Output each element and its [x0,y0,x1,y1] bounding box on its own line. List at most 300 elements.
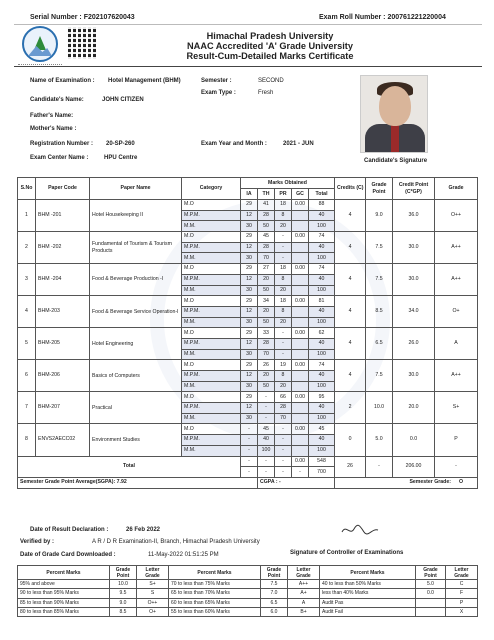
marks-cell: - [275,242,292,253]
marks-cell: 8 [275,274,292,285]
category-cell: M.M. [182,253,241,264]
semester-label: Semester : [201,78,232,84]
subject-name: Basics of Computers [90,360,182,392]
subject-credit-point: 34.0 [393,296,435,328]
marks-cell [292,221,309,232]
marks-cell: 40 [309,403,335,414]
semester-grade-value: O [458,479,464,486]
marks-cell: 28 [258,242,275,253]
grade-scale-cell: A+ [288,589,320,598]
marks-cell: 0.00 [292,264,309,275]
subject-name: Environment Studies [90,424,182,456]
subject-code: BHM-203 [36,296,90,328]
category-cell: M.M. [182,413,241,424]
marks-cell: 30 [241,413,258,424]
category-cell: M.M. [182,381,241,392]
subject-name: Fundamental of Tourism & Tourism Products [90,232,182,264]
total-cell: - [275,467,292,478]
subheader-th: TH [258,189,275,200]
subheader-total: Total [309,189,335,200]
header-gp: Grade Point [366,178,393,200]
marks-cell: 26 [258,360,275,371]
total-cell: - [241,456,258,467]
subject-sno: 2 [18,232,36,264]
subject-code: BHM -204 [36,264,90,296]
marks-cell: 29 [241,328,258,339]
marks-cell: 8 [275,306,292,317]
header-sno: S.No [18,178,36,200]
grade-scale-header: Grade Point [261,566,288,580]
subject-sno: 4 [18,296,36,328]
marks-cell: 62 [309,328,335,339]
total-cell: - [275,456,292,467]
marks-cell: 8 [275,371,292,382]
grade-scale-cell: 80 to less than 85% Marks [18,607,110,616]
subject-code: BHM -202 [36,232,90,264]
grade-scale-cell: C [446,580,478,589]
marks-cell: 45 [258,424,275,435]
category-cell: M.O [182,424,241,435]
marks-cell [292,435,309,446]
grade-scale-cell: O++ [137,598,169,607]
table-row [18,392,478,403]
marks-cell: 100 [309,221,335,232]
marks-cell: 100 [309,445,335,456]
subject-code: BHM-206 [36,360,90,392]
declaration-label: Date of Result Declaration : [30,527,109,533]
subject-name: Hotel Engineering [90,328,182,360]
marks-cell: 50 [258,221,275,232]
candidate-label: Candidate's Name: [30,97,84,103]
grade-scale-header: Percent Marks [18,566,110,580]
marks-cell: 33 [258,328,275,339]
declaration-value: 26 Feb 2022 [126,527,161,533]
category-cell: M.P.M. [182,210,241,221]
category-cell: M.O [182,296,241,307]
marks-cell [292,413,309,424]
registration-label: Registration Number : [30,141,94,147]
marks-cell: 95 [309,392,335,403]
subject-sno: 6 [18,360,36,392]
marks-cell: 12 [241,338,258,349]
category-cell: M.O [182,392,241,403]
marks-cell: 100 [309,253,335,264]
subject-sno: 5 [18,328,36,360]
marks-cell: 0.00 [292,296,309,307]
grade-scale-cell: A++ [288,580,320,589]
grade-scale-cell: S [137,589,169,598]
subject-credits: 2 [335,392,366,424]
subject-credit-point: 20.0 [393,392,435,424]
grade-scale-cell: F [446,589,478,598]
downloaded-label: Date of Grade Card Downloaded : [20,552,116,558]
marks-cell: - [258,392,275,403]
subject-grade: O++ [435,200,478,232]
marks-cell: 30 [241,317,258,328]
marks-cell: 100 [309,285,335,296]
table-row [18,424,478,435]
subject-grade-point: 7.5 [366,360,393,392]
marks-cell: - [241,445,258,456]
grade-scale-header: Letter Grade [137,566,169,580]
subject-grade: P [435,424,478,456]
exam-type-value: Fresh [258,90,274,96]
marks-cell: - [275,328,292,339]
grade-scale-header: Letter Grade [288,566,320,580]
header-marks: Marks Obtained [241,178,335,189]
marks-cell: 30 [241,381,258,392]
marks-cell: 20 [275,221,292,232]
roll-value: 200761221220004 [387,14,446,21]
father-label: Father's Name: [30,113,74,119]
grade-scale-cell: 8.5 [110,607,137,616]
grade-scale-row [18,580,478,589]
table-row [18,296,478,307]
marks-cell: 70 [258,253,275,264]
total-cell: 700 [309,467,335,478]
marks-cell: 12 [241,210,258,221]
semester-value: SECOND [258,78,284,84]
marks-cell: - [275,435,292,446]
grade-scale-cell: 95% and above [18,580,110,589]
total-credit-point: 206.00 [393,456,435,477]
marks-cell: - [258,413,275,424]
marks-cell [292,338,309,349]
marks-cell: 20 [275,285,292,296]
marks-cell: 30 [241,253,258,264]
marks-cell [292,285,309,296]
marks-cell: 81 [309,296,335,307]
serial-value: F202107620043 [83,14,135,21]
subject-grade: A++ [435,232,478,264]
subject-grade-point: 8.5 [366,296,393,328]
marks-cell: 74 [309,264,335,275]
subject-credits: 4 [335,360,366,392]
marks-cell: 0.00 [292,424,309,435]
subject-credits: 4 [335,264,366,296]
marks-cell: 40 [309,242,335,253]
marks-cell: 45 [309,424,335,435]
subject-grade: A++ [435,360,478,392]
total-cell: 548 [309,456,335,467]
controller-signature [340,524,380,536]
subject-sno: 8 [18,424,36,456]
exam-label: Name of Examination : [30,78,95,84]
subject-credits: 0 [335,424,366,456]
category-cell: M.P.M. [182,242,241,253]
header-credits: Credits (C) [335,178,366,200]
grade-scale-cell: 85 to less than 90% Marks [18,598,110,607]
grade-scale-cell: X [446,607,478,616]
marks-cell: 0.00 [292,232,309,243]
subject-code: ENVS2AECC02 [36,424,90,456]
marks-cell [292,371,309,382]
subject-credit-point: 30.0 [393,232,435,264]
category-cell: M.P.M. [182,274,241,285]
grade-scale-row [18,589,478,598]
category-cell: M.O [182,232,241,243]
marks-cell: 28 [258,210,275,221]
marks-cell: 28 [275,403,292,414]
table-row [18,328,478,339]
grade-scale-cell: 9.0 [110,598,137,607]
total-cell: - [241,467,258,478]
category-cell: M.M. [182,285,241,296]
subject-name: Food & Beverage Service Operation-I [90,296,182,328]
grade-scale-cell [416,598,446,607]
marks-cell: 20 [275,381,292,392]
verified-value: A R / D R Examination-II, Branch, Himachal Pradesh University [92,539,260,545]
marks-cell: 70 [258,349,275,360]
marks-cell: 50 [258,285,275,296]
controller-label: Signature of Controller of Examinations [290,550,404,556]
marks-cell: 18 [275,296,292,307]
marks-cell [292,210,309,221]
verified-label: Verified by : [20,539,55,545]
accreditation: NAAC Accredited 'A' Grade University [187,41,353,51]
header-grade: Grade [435,178,478,200]
grade-scale-cell: Audit Pas [320,598,416,607]
subject-name: Hotel Housekeeping II [90,200,182,232]
marks-cell: 40 [258,435,275,446]
grade-scale-cell: 65 to less than 70% Marks [169,589,261,598]
subject-grade-point: 9.0 [366,200,393,232]
subject-name: Practical [90,392,182,424]
subject-credit-point: 30.0 [393,264,435,296]
subject-credits: 4 [335,328,366,360]
marks-cell: 20 [258,274,275,285]
table-row [18,200,478,211]
grade-scale-cell [416,607,446,616]
exam-year-label: Exam Year and Month : [201,141,267,147]
grade-scale-cell: 40 to less than 50% Marks [320,580,416,589]
marks-cell: - [275,253,292,264]
marks-cell: 29 [241,392,258,403]
roll-label: Exam Roll Number : [319,14,386,21]
marks-cell: - [275,424,292,435]
subject-grade-point: 6.5 [366,328,393,360]
grade-scale-cell: 0.0 [416,589,446,598]
subject-grade-point: 5.0 [366,424,393,456]
marks-cell: 29 [241,200,258,211]
subject-credit-point: 0.0 [393,424,435,456]
grade-scale-header: Percent Marks [169,566,261,580]
sgpa-row [18,477,478,488]
marks-cell: 29 [241,296,258,307]
center-value: HPU Centre [104,155,138,161]
grade-scale-header: Percent Marks [320,566,416,580]
semester-grade-label: Semester Grade: [409,479,451,486]
marks-cell: 30 [241,221,258,232]
marks-cell: 12 [241,371,258,382]
category-cell: M.P.M. [182,435,241,446]
marks-cell: 29 [241,264,258,275]
marks-cell: 0.00 [292,392,309,403]
subject-sno: 3 [18,264,36,296]
semester-grade [335,477,478,488]
marks-cell [292,445,309,456]
header-category: Category [182,178,241,200]
grade-scale-cell: less than 40% Marks [320,589,416,598]
downloaded-value: 11-May-2022 01:51:25 PM [148,552,219,558]
marks-cell: 19 [275,360,292,371]
header-name: Paper Name [90,178,182,200]
marks-cell: 45 [258,232,275,243]
subject-credit-point: 36.0 [393,200,435,232]
marks-cell: 40 [309,306,335,317]
marks-cell: - [241,435,258,446]
grade-scale-cell: 55 to less than 60% Marks [169,607,261,616]
grade-scale-cell: 9.5 [110,589,137,598]
marks-cell: 70 [275,413,292,424]
marks-cell: 74 [309,360,335,371]
total-cell: 0.00 [292,456,309,467]
registration-value: 20-SP-260 [106,141,135,147]
marks-cell: 40 [309,371,335,382]
marks-cell [292,349,309,360]
subject-code: BHM-207 [36,392,90,424]
grade-scale-header: Letter Grade [446,566,478,580]
marks-cell: 12 [241,274,258,285]
marks-cell: 20 [275,317,292,328]
candidate-signature-label: Candidate's Signature [364,158,428,164]
total-credits: 26 [335,456,366,477]
subject-sno: 7 [18,392,36,424]
grade-scale-cell: 70 to less than 75% Marks [169,580,261,589]
category-cell: M.M. [182,445,241,456]
marks-cell: 0.00 [292,200,309,211]
marks-cell: 40 [309,210,335,221]
subject-grade: O+ [435,296,478,328]
subject-credits: 4 [335,200,366,232]
serial-label: Serial Number : [30,14,82,21]
marks-cell: - [275,349,292,360]
table-row [18,360,478,371]
marks-cell: - [275,445,292,456]
category-cell: M.O [182,360,241,371]
header-code: Paper Code [36,178,90,200]
grade-scale-cell: 7.5 [261,580,288,589]
table-row [18,264,478,275]
total-label: Total [18,456,241,477]
marks-cell [292,242,309,253]
grade-scale-cell: A [288,598,320,607]
marks-cell: - [275,338,292,349]
marks-cell: 100 [309,349,335,360]
marks-cell: 88 [309,200,335,211]
marks-cell: 18 [275,264,292,275]
marks-cell: 27 [258,264,275,275]
marks-cell: - [241,424,258,435]
marks-cell: 30 [241,285,258,296]
marks-cell [292,306,309,317]
total-grade-point: - [366,456,393,477]
category-cell: M.P.M. [182,338,241,349]
marks-cell: - [275,232,292,243]
marks-cell: 66 [275,392,292,403]
marks-cell: 8 [275,210,292,221]
subject-grade-point: 7.5 [366,232,393,264]
header-cp: Credit Point (C*GP) [393,178,435,200]
exam-year-value: 2021 - JUN [283,141,314,147]
category-cell: M.O [182,264,241,275]
subject-grade: A++ [435,264,478,296]
university-logo [22,26,58,62]
marks-cell: 29 [241,360,258,371]
marks-cell: 12 [241,403,258,414]
subject-credits: 4 [335,296,366,328]
grade-scale-header: Grade Point [416,566,446,580]
marks-cell: 50 [258,317,275,328]
grade-scale-cell: 6.0 [261,607,288,616]
category-cell: M.O [182,328,241,339]
grade-scale-cell: 6.5 [261,598,288,607]
subheader-ia: IA [241,189,258,200]
candidate-value: JOHN CITIZEN [102,97,144,103]
grade-scale-cell: 90 to less than 95% Marks [18,589,110,598]
subheader-gc: GC [292,189,309,200]
grade-scale-table [17,565,478,617]
marks-cell [292,253,309,264]
grade-scale-row [18,598,478,607]
subject-grade-point: 7.5 [366,264,393,296]
grade-scale-cell: 7.0 [261,589,288,598]
category-cell: M.P.M. [182,403,241,414]
marks-cell: 40 [309,435,335,446]
university-name: Himachal Pradesh University [206,31,334,41]
subheader-pr: PR [275,189,292,200]
grade-scale-cell: 5.0 [416,580,446,589]
subject-sno: 1 [18,200,36,232]
subject-code: BHM -201 [36,200,90,232]
subject-grade-point: 10.0 [366,392,393,424]
subject-credit-point: 30.0 [393,360,435,392]
marks-cell: 74 [309,232,335,243]
center-label: Exam Center Name : [30,155,89,161]
exam-type-label: Exam Type : [201,90,236,96]
sgpa: Semester Grade Point Average(SGPA): 7.92 [18,477,258,488]
subject-grade: S+ [435,392,478,424]
marks-cell [292,274,309,285]
marks-table [17,177,478,489]
marks-cell: 18 [275,200,292,211]
cgpa: CGPA : - [258,477,335,488]
table-row [18,232,478,243]
marks-cell [292,381,309,392]
total-cell: - [258,456,275,467]
total-cell: - [292,467,309,478]
subject-credits: 4 [335,232,366,264]
marks-cell: 0.00 [292,328,309,339]
grade-scale-header: Grade Point [110,566,137,580]
marks-cell: 100 [309,317,335,328]
marks-cell: 34 [258,296,275,307]
grade-scale-cell: S+ [137,580,169,589]
marks-cell: 0.00 [292,360,309,371]
subject-grade: A [435,328,478,360]
grade-scale-cell: Audit Fail [320,607,416,616]
marks-cell: 41 [258,200,275,211]
total-grade: - [435,456,478,477]
category-cell: M.P.M. [182,371,241,382]
category-cell: M.M. [182,349,241,360]
grade-scale-cell: 10.0 [110,580,137,589]
mother-label: Mother's Name : [30,126,77,132]
marks-cell: 20 [258,306,275,317]
marks-cell: 29 [241,232,258,243]
category-cell: M.O [182,200,241,211]
subject-code: BHM-205 [36,328,90,360]
